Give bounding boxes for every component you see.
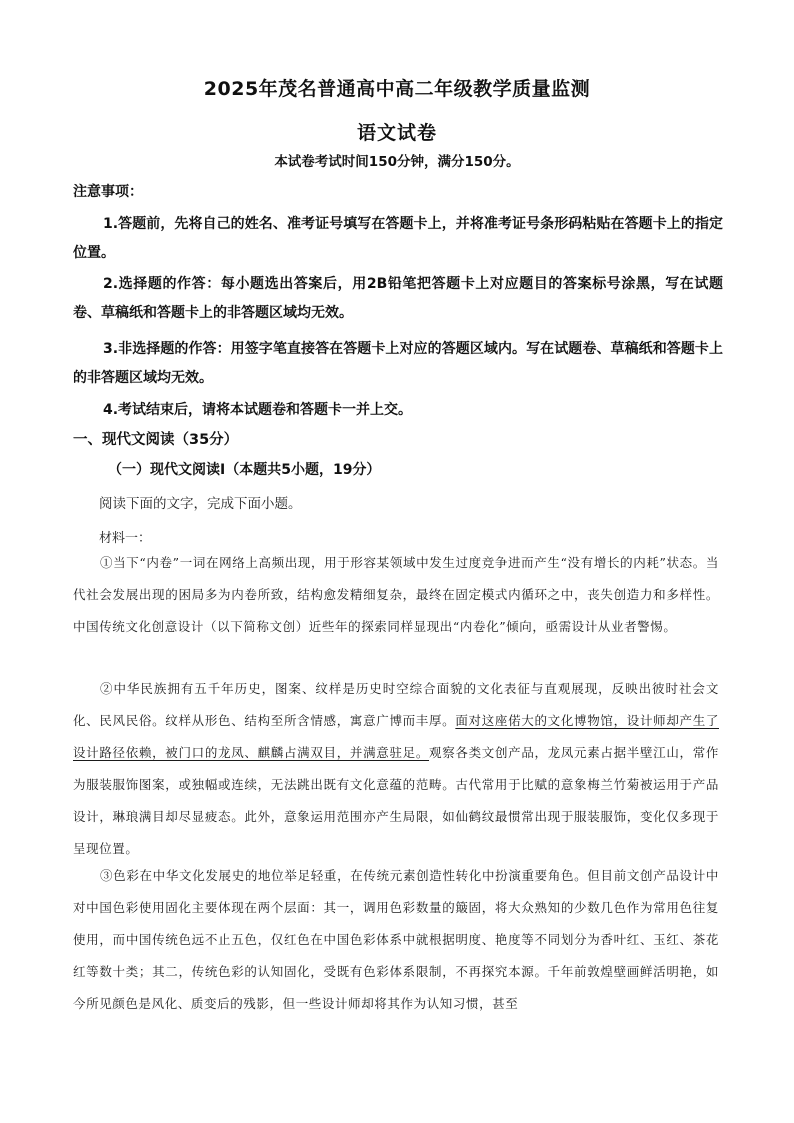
- exam-title: 2025年茂名普通高中高二年级教学质量监测: [203, 78, 591, 100]
- subsection-title: （一）现代文阅读Ⅰ（本题共5小题，19分）: [108, 462, 381, 478]
- exam-info: 本试卷考试时间150分钟，满分150分。: [274, 154, 520, 170]
- notes-heading: 注意事项：: [73, 184, 143, 200]
- reading-instruction: 阅读下面的文字，完成下面小题。: [99, 496, 302, 512]
- paragraph-2: [73, 673, 719, 865]
- note-item-1: 1.答题前，先将自己的姓名、准考证号填写在答题卡上，并将准考证号条形码粘贴在答题卡上的指定位置。: [73, 216, 723, 261]
- paragraph-2-text-c: 观察各类文创产品，龙凤元素占据半壁江山，常作为服装服饰图案，或独幅或连续，无法跳出既有文化意蕴的范畴。古代常用于比赋的意象梅兰竹菊被运用于产品设计，琳琅满目却尽显疲态。此外，意象运用范围亦产生局限，如仙鹤纹最惯常出现于服装服饰，变化仅多现于呈现位置。: [73, 745, 720, 856]
- paragraph-2-text-a: ②中华民族拥有五千年历史，图案、纹样是历史时空综合面貌的文化表征与直观展现，反映出彼时社会文化、民风民俗。纹样从形色、结构至所含情感，寓意广博而丰厚。: [73, 681, 719, 728]
- paragraph-1: ①当下“内卷”一词在网络上高频出现，用于形容某领域中发生过度竞争进而产生“没有增长的内耗”状态。当代社会发展出现的困局多为内卷所致，结构愈发精细复杂，最终在固定模式内循环之中，丧失创造力和多样性。中国传统文化创意设计（以下简称文创）近些年的探索同样显现出“内卷化”倾向，亟需设计从业者警惕。: [73, 555, 719, 634]
- paragraph-3: ③色彩在中华文化发展史的地位举足轻重，在传统元素创造性转化中扮演重要角色。但目前文创产品设计中对中国色彩使用固化主要体现在两个层面：其一，调用色彩数量的簸固，将大众熟知的少数几色作为常用色往复使用，而中国传统色远不止五色，仅红色在中国色彩体系中就根据明度、艳度等不同划分为香叶红、玉红、茶花红等数十类；其二，传统色彩的认知固化，受既有色彩体系限制，不再探究本源。千年前敦煌壁画鲜活明艳，如今所见颜色是风化、质变后的残影，但一些设计师却将其作为认知习惯，甚至: [73, 868, 719, 1011]
- note-item-2: 2.选择题的作答：每小题选出答案后，用2B铅笔把答题卡上对应题目的答案标号涂黑，写在试题卷、草稿纸和答题卡上的非答题区域均无效。: [73, 276, 723, 321]
- exam-subtitle: 语文试卷: [356, 122, 437, 144]
- note-item-3: 3.非选择题的作答：用签字笔直接答在答题卡上对应的答题区域内。写在试题卷、草稿纸和答题卡上的非答题区域均无效。: [73, 341, 723, 386]
- material-label: 材料一：: [99, 531, 152, 546]
- note-item-4: 4.考试结束后，请将本试题卷和答题卡一并上交。: [103, 402, 413, 418]
- section-title: 一、现代文阅读（35分）: [73, 432, 239, 448]
- paragraph-2-underlined-sentence: 面对这座偌大的文化博物馆，设计师却产生了设计路径依赖，被门口的龙凤、麒麟占满双目，并满意驻足。: [73, 713, 719, 760]
